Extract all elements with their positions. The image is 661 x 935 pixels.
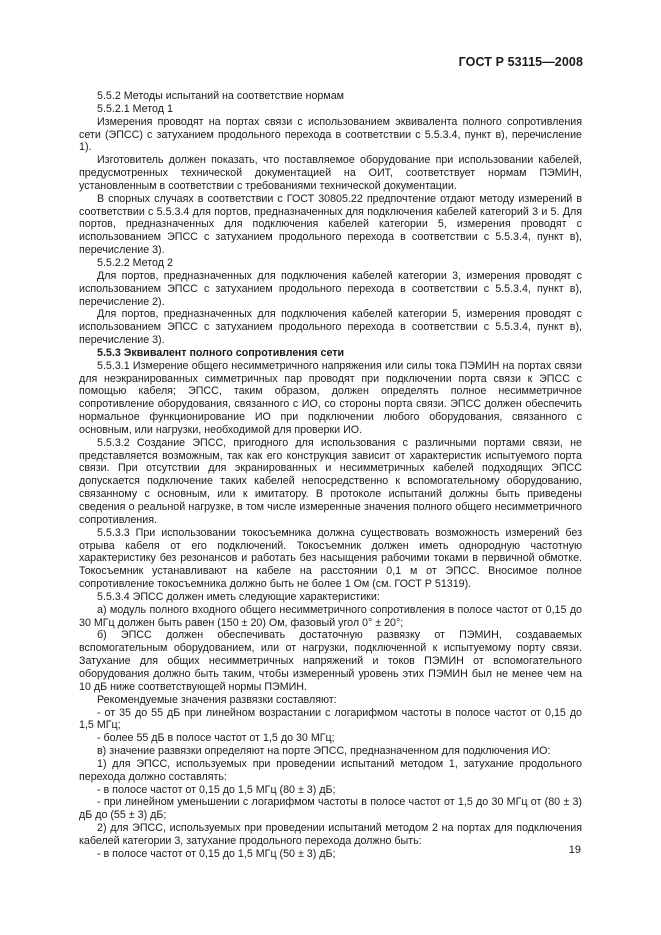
paragraph: - в полосе частот от 0,15 до 1,5 МГц (80 ± 3) дБ; bbox=[97, 783, 336, 796]
paragraph: - более 55 дБ в полосе частот от 1,5 до 30 МГц; bbox=[97, 732, 335, 745]
paragraph: В спорных случаях в соответствии с ГОСТ 30805.22 предпочтение отдают методу измерений в соответствии с 5.5.3.4 для портов, предназначенных для подключения кабелей категорий 3 и 5. Для портов, предназначенных для подключения кабелей категории 5, измерения проводят с использованием ЭПСС с затуханием продольного перехода в соответствии с 5.5.3.4, пункт в), перечисление 3). bbox=[79, 192, 582, 257]
paragraph: 5.5.3.1 Измерение общего несимметричного напряжения или силы тока ПЭМИН на портах связи для неэкранированных симметричных пар проводят при подключении порта связи к ЭПСС с помощью кабеля; ЭПСС, таким образом, должен определять полное несимметричное сопротивление оборудования, связанного с ИО, со стороны порта связи. ЭПСС должен обеспечить нормальное функционирование ИО при подключении любого оборудования, связанного с основным, или нагрузки, необходимой для проверки ИО. bbox=[79, 359, 582, 436]
document-body bbox=[79, 90, 582, 861]
paragraph: 1) для ЭПСС, используемых при проведении испытаний методом 1, затухание продольного перехода должно составлять: bbox=[79, 757, 582, 783]
paragraph: - при линейном уменьшении с логарифмом частоты в полосе частот от 1,5 до 30 МГц от (80 ± 3) дБ до (55 ± 3) дБ; bbox=[79, 796, 582, 822]
paragraph: Для портов, предназначенных для подключения кабелей категории 5, измерения проводят с использованием ЭПСС с затуханием продольного перехода в соответствии с 5.5.3.4, пункт в), перечисление 3). bbox=[79, 308, 582, 347]
paragraph: 5.5.3.2 Создание ЭПСС, пригодного для использования с различными портами связи, не представляется возможным, так как его конструкция зависит от характеристик испытуемого порта связи. При отсутствии для экранированных и несимметричных кабелей подходящих ЭПСС допускается подключение таких кабелей непосредственно к вспомогательному оборудованию, связанному с основным, или к имитатору. В протоколе испытаний должны быть приведены сведения о реальной нагрузке, в том числе измеренные значения полного общего несимметричного сопротивления. bbox=[79, 436, 582, 526]
paragraph: Изготовитель должен показать, что поставляемое оборудование при использовании кабелей, предусмотренных технической документацией на ОИТ, соответствует нормам ПЭМИН, установленным в соответствии с требованиями технической документации. bbox=[79, 154, 582, 192]
paragraph: Для портов, предназначенных для подключения кабелей категории 3, измерения проводят с использованием ЭПСС с затуханием продольного перехода в соответствии с 5.5.3.4, пункт в), перечисление 2). bbox=[79, 269, 582, 308]
paragraph: 5.5.2.2 Метод 2 bbox=[97, 256, 173, 269]
paragraph: 5.5.3.4 ЭПСС должен иметь следующие характеристики: bbox=[97, 590, 380, 603]
paragraph: 5.5.3.3 При использовании токосъемника должна существовать возможность измерений без отрыва кабеля от его подключений. Токосъемник должен иметь однородную частотную характеристику без резонансов и работать без насыщения рабочими токами в первичной обмотке. Токосъемник устанавливают на кабеле на расстоянии 0,1 м от ЭПСС. Вносимое полное сопротивление токосъемника должно быть не более 1 Ом (см. ГОСТ Р 51319). bbox=[79, 526, 582, 591]
paragraph: б) ЭПСС должен обеспечивать достаточную развязку от ПЭМИН, создаваемых вспомогательным оборудованием, или от нагрузки, подключенной к испытуемому порту связи. Затухание для общих несимметричных напряжений и токов ПЭМИН от вспомогательного оборудования должно быть таким, чтобы измеренный уровень этих ПЭМИН был не менее чем на 10 дБ ниже соответствующей нормы ПЭМИН. bbox=[79, 629, 582, 693]
paragraph: 2) для ЭПСС, используемых при проведении испытаний методом 2 на портах для подключения кабелей категории 3, затухание продольного перехода должно быть: bbox=[79, 822, 582, 847]
paragraph: 5.5.2 Методы испытаний на соответствие нормам bbox=[97, 90, 345, 102]
paragraph: Рекомендуемые значения развязки составляют: bbox=[97, 693, 337, 706]
document-header: ГОСТ Р 53115—2008 bbox=[458, 55, 583, 69]
paragraph: 5.5.2.1 Метод 1 bbox=[97, 102, 173, 115]
paragraph: - в полосе частот от 0,15 до 1,5 МГц (50 ± 3) дБ; bbox=[97, 847, 336, 860]
paragraph: в) значение развязки определяют на порте ЭПСС, предназначенном для подключения ИО: bbox=[97, 745, 551, 758]
paragraph: Измерения проводят на портах связи с использованием эквивалента полного сопротивления сети (ЭПСС) с затуханием продольного перехода в соответствии с 5.5.3.4, пункт в), перечисление 1). bbox=[79, 115, 582, 154]
paragraph: - от 35 до 55 дБ при линейном возрастании с логарифмом частоты в полосе частот от 0,15 до 1,5 МГц; bbox=[79, 706, 582, 732]
paragraph: а) модуль полного входного общего несимметричного сопротивления в полосе частот от 0,15 до 30 МГц должен быть равен (150 ± 20) Ом, фазовый угол 0° ± 20°; bbox=[79, 603, 582, 629]
section-heading: 5.5.3 Эквивалент полного сопротивления сети bbox=[97, 346, 345, 359]
page-number: 19 bbox=[568, 844, 581, 856]
